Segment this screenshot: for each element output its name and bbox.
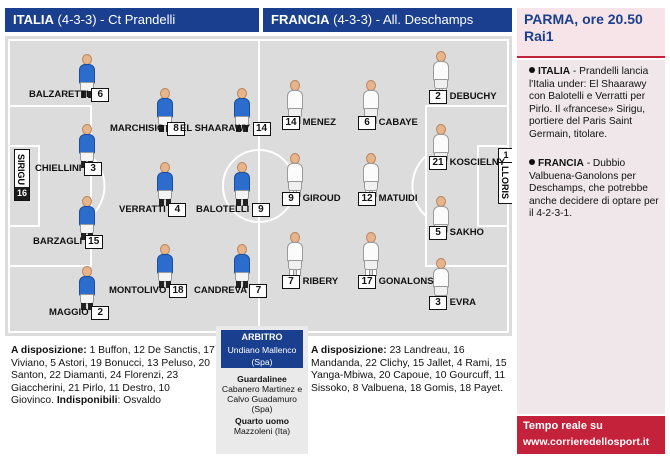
player-label: 7 RIBERY (282, 275, 338, 289)
referee-name: Undiano Mallenco (Spa) (221, 344, 303, 368)
italy-note: ITALIA - Prandelli lancia l'Italia under: El Shaarawy con Balotelli e Verratti per Pirlo. Il «francese» Sirigu, portiere del Paris Saint Germain, titolare. (529, 66, 649, 140)
player-figure (361, 232, 381, 276)
player-label: 17 GONALONS (358, 275, 434, 289)
sidebar (517, 8, 665, 454)
italy-gk-number: 16 (16, 188, 27, 199)
italy-formation: (4-3-3) - Ct Prandelli (57, 12, 176, 27)
player-label: CHIELLINI 3 (35, 162, 102, 176)
italy-unavailable: Osvaldo (123, 395, 161, 406)
linesmen-label: Guardalinee (237, 374, 287, 384)
france-team-name: FRANCIA (271, 12, 330, 27)
france-gk-number: 1 (499, 149, 512, 163)
france-bench-list: 23 Landreau, 16 Mandanda, 22 Clichy, 15 Jallet, 4 Rami, 15 Yanga-Mbiwa, 20 Capoue, 10 Gourcuff, 11 Sissoko, 8 Valbuena, 18 Gomis, 18 Payet. (311, 345, 507, 394)
player-figure (155, 244, 175, 288)
player-label: 5 SAKHO (429, 226, 484, 240)
player-label: VERRATTI 4 (119, 203, 186, 217)
italy-team-name: ITALIA (13, 12, 54, 27)
player-figure (285, 153, 305, 197)
tv-channel: Rai1 (524, 28, 554, 44)
italy-header (5, 8, 259, 32)
italy-unavailable-label: Indisponibili (56, 395, 118, 406)
linesmen-names: Cabanero Martinez e Calvo Guadamuro (Spa) (221, 384, 303, 414)
sidebar-body (517, 60, 665, 414)
player-label: BARZAGLI 15 (33, 235, 103, 249)
player-figure (77, 266, 97, 310)
player-label: 12 MATUIDI (358, 192, 418, 206)
italy-gk-card (14, 149, 30, 201)
player-label: CANDREVA 7 (194, 284, 267, 298)
player-label: EL SHAARAWY 14 (180, 122, 271, 136)
france-header (263, 8, 512, 32)
fourth-official-label: Quarto uomo (235, 416, 289, 426)
player-label: 14 MENEZ (282, 116, 336, 130)
footer-line1: Tempo reale su (523, 420, 603, 432)
bullet-icon (529, 67, 535, 73)
player-figure (232, 162, 252, 206)
match-time: PARMA, ore 20.50 (524, 11, 643, 27)
player-label: 2 DEBUCHY (429, 90, 497, 104)
fourth-official-name: Mazzoleni (Ita) (233, 426, 291, 436)
player-label: MARCHISIO 8 (110, 122, 185, 136)
sidebar-header (517, 8, 665, 58)
italy-bench-label: A disposizione: (11, 345, 87, 356)
player-label: 9 GIROUD (282, 192, 341, 206)
player-figure (285, 232, 305, 276)
france-gk-name: LLORIS (500, 166, 510, 199)
player-label: BALOTELLI 9 (196, 203, 270, 217)
player-figure (155, 162, 175, 206)
sidebar-footer[interactable] (517, 416, 665, 454)
pitch (5, 36, 512, 336)
france-bench-label: A disposizione: (311, 345, 387, 356)
player-label: MONTOLIVO 18 (109, 284, 187, 298)
player-label: MAGGIO 2 (49, 306, 109, 320)
referee-box (216, 326, 308, 454)
player-label: 3 EVRA (429, 296, 476, 310)
player-figure (431, 51, 451, 95)
website-link[interactable]: www.corrieredellosport.it (523, 436, 650, 448)
player-figure (232, 244, 252, 288)
player-label: 21 KOSCIELNY (429, 156, 505, 170)
france-bench (311, 345, 514, 395)
player-label: BALZARETTI 6 (29, 88, 109, 102)
france-formation: (4-3-3) - All. Deschamps (333, 12, 474, 27)
bullet-icon (529, 159, 535, 165)
player-figure (361, 153, 381, 197)
referee-title: ARBITRO (221, 330, 303, 344)
italy-bench-list: 1 Buffon, 12 De Sanctis, 17 Viviano, 5 Astori, 19 Bonucci, 13 Peluso, 20 Santon, 22 Diamanti, 24 Florenzi, 23 Giaccherini, 21 Pirlo, 11 Destro, 10 Giovinco. (11, 345, 215, 406)
italy-bench: A disposizione: 1 Buffon, 12 De Sanctis, 17 Viviano, 5 Astori, 19 Bonucci, 13 Peluso, 20 Santon, 22 Diamanti, 24 Florenzi, 23 Giaccherini, 21 Pirlo, 11 Destro, 10 Giovinco. Indisponibili: Osvaldo (11, 345, 215, 406)
player-label: 6 CABAYE (358, 116, 418, 130)
france-note: FRANCIA - Dubbio Valbuena-Ganolons per Deschamps, che potrebbe anche decidere di optare per il 4-2-3-1. (529, 158, 659, 219)
italy-gk-name: SIRIGU (16, 154, 26, 186)
player-figure (77, 196, 97, 240)
